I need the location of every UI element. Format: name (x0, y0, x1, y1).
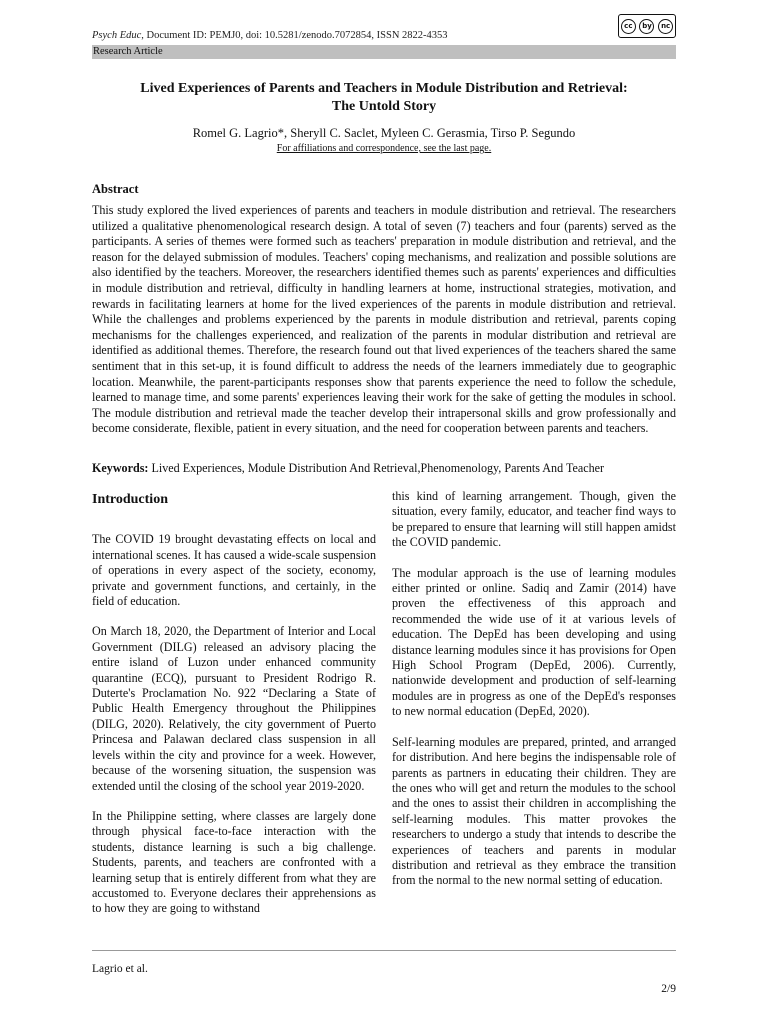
page-number: 2/9 (661, 983, 676, 995)
by-icon: by (639, 19, 654, 34)
intro-paragraph: The COVID 19 brought devastating effects on local and international scenes. It has caused a wide-scale suspension of operations in every aspect of the society, economy, private and government functions, and certainly, in the field of education. (92, 532, 376, 609)
intro-paragraph: The modular approach is the use of learning modules either printed or online. Sadiq and Zamir (2014) have proven the effectiveness of this approach and recommended the wide use of it at various levels of education. The DepEd has been developing and using distance learning modules since it has provisions for Open High School Program (DepEd, 2006). Currently, nationwide development and production of self-learning modules are in progress as one of the DepEd's responses to new normal education (DepEd, 2020). (392, 565, 676, 719)
abstract-body: This study explored the lived experiences of parents and teachers in module distribution and retrieval. The researchers utilized a qualitative phenomenological research design. A total of seven (7) teachers and four (parents) served as the participants. A series of themes were formed such as teachers' preparation in module distribution and retrieval, and the reason for the delayed submission of modules. Teachers' coping mechanisms, and realization and possible solutions are also identified by the teachers. Moreover, the researchers identified themes such as parents' experiences and difficulties in module distribution and retrieval, difficulty in handling learners at home, instructional strategies, motivation, and rewards in facilitating learners at home for the lived experiences of the parents in module distribution and retrieval. While the challenges and problems experienced by the parents in module distribution and retrieval, parents coping mechanisms for the challenges experienced, and realization of the parents in modular distribution and retrieval are identified as additional themes. Therefore, the research found out that lived experiences of the teachers shared the same sentiment that in this set-up, it is found difficult to address the needs of the learners immediately due to geographic location. Meanwhile, the parent-participants responses show that parents experience the need to follow the schedule, learned to manage time, and some parents' experiences leaving their work for the sake of getting the modules in school. The module distribution and retrieval made the teacher develop their intrapersonal skills and grow professionally and become considerate, flexible, patient in every situation, and the need for cooperation between parents and teachers. (92, 203, 676, 436)
running-author: Lagrio et al. (92, 963, 148, 975)
creative-commons-license-icon (618, 14, 676, 38)
keywords-line (92, 460, 676, 476)
footer-divider (92, 950, 676, 951)
intro-paragraph: On March 18, 2020, the Department of Interior and Local Government (DILG) released an advisory placing the entire island of Luzon under enhanced community quarantine (ECQ), pursuant to President Rodrigo R. Duterte's Proclamation No. 922 “Declaring a State of Public Health Emergency throughout the Philippines (DILG, 2020). Relatively, the city government of Puerto Princesa and Palawan declared class suspension in all levels within the city and province for a week. However, because of the worsening situation, the suspension was extended until the closing of the school year 2019-2020. (92, 624, 376, 793)
journal-name: Psych Educ (92, 30, 142, 41)
intro-paragraph: Self-learning modules are prepared, printed, and arranged for distribution. And here begins the indispensable role of parents as partners in educating their children. They are the ones who will get and return the modules to the school and the ones to assist their children in accomplishing the self-learning modules. This matter provokes the researchers to undergo a study that intends to describe the experiences of teachers and parents in modular distribution and retrieval as they embrace the transition from the normal to the new normal setting of education. (392, 734, 676, 888)
paper-title (92, 80, 676, 116)
intro-paragraph: In the Philippine setting, where classes are largely done through physical face-to-face interaction with the students, distance learning is such a big challenge. Students, parents, and teachers are confronted with a learning setup that is entirely different from what they are accustomed to. Everyone declares their apprehensions as to how they are going to withstand (92, 808, 376, 916)
affiliation-link[interactable]: For affiliations and correspondence, see the last page. (276, 143, 492, 154)
author-list: Romel G. Lagrio*, Sheryll C. Saclet, Myleen C. Gerasmia, Tirso P. Segundo (192, 126, 576, 140)
section-banner: Research Article (92, 45, 676, 59)
right-column (392, 489, 676, 904)
journal-citation-line (92, 30, 592, 41)
introduction-heading: Introduction (92, 492, 168, 507)
citation-details: , Document ID: PEMJ0, doi: 10.5281/zenodo.7072854, ISSN 2822-4353 (141, 30, 448, 41)
cc-icon: cc (621, 19, 636, 34)
nc-icon: nc (658, 19, 673, 34)
keywords-text: Lived Experiences, Module Distribution And Retrieval,Phenomenology, Parents And Teacher (148, 461, 605, 475)
title-line-2: The Untold Story (331, 99, 437, 114)
keywords-label: Keywords: (92, 461, 149, 475)
abstract-heading: Abstract (92, 182, 139, 196)
left-column (92, 489, 376, 932)
intro-paragraph: this kind of learning arrangement. Though, given the situation, every family, educator, and teacher find ways to be prepared to ensure that learning will still happen amidst the COVID pandemic. (392, 489, 676, 550)
title-line-1: Lived Experiences of Parents and Teachers in Module Distribution and Retrieval: (140, 81, 628, 96)
